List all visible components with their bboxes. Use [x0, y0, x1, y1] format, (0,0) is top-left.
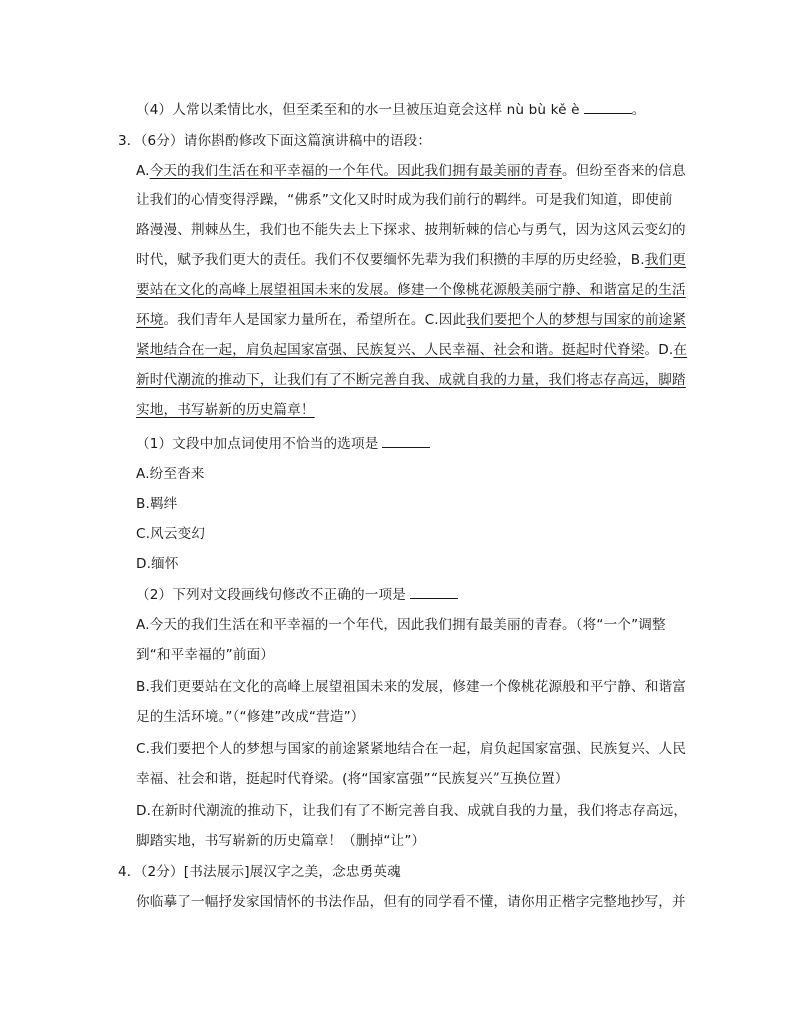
underlined-sentence-d: 在: [673, 342, 688, 358]
option-a-line-1: A.今天的我们生活在和平幸福的一个年代，因此我们拥有最美丽的青春。（将“一个”调整: [136, 617, 666, 633]
option-c-line-2: 幸福、社会和谐，挺起时代脊梁。(将“国家富强”“民族复兴”互换位置）: [136, 771, 569, 787]
underlined-sentence-a: 今天的我们生活在和平幸福的一个年代。因此我们拥有最美丽的青春: [149, 163, 562, 179]
passage-line-9: 实地，书写崭新的历史篇章！: [136, 402, 315, 418]
answer-blank: [584, 100, 632, 114]
option-b: B.羁绊: [136, 496, 178, 512]
option-b-line-2: 足的生活环境。”（“修建”改成“营造”）: [136, 709, 365, 725]
q2-part4-text: （4）人常以柔情比水，但至柔至和的水一旦被压迫竟会这样 nù bù kě è: [136, 102, 580, 118]
passage-line-5: 要站在文化的高峰上展望祖国未来的发展。修建一个像桃花源般美丽宁静、和谐富足的生活: [136, 282, 686, 298]
option-c-line-1: C.我们要把个人的梦想与国家的前途紧紧地结合在一起，肩负起国家富强、民族复兴、人民: [136, 741, 687, 757]
underlined-sentence-c: 我们要把个人的梦想与国家的前途紧: [466, 312, 687, 328]
answer-blank: [410, 585, 458, 599]
passage-line-4: 时代，赋予我们更大的责任。我们不仅要缅怀先辈为我们积攒的丰厚的历史经验，B.我们更: [136, 252, 686, 268]
passage-line-6: 环境。我们青年人是国家力量所在，希望所在。C.因此我们要把个人的梦想与国家的前途紧: [136, 312, 687, 328]
underlined-sentence-b: 我们更: [644, 252, 686, 268]
option-d-line-2: 脚踏实地，书写崭新的历史篇章！（删掉“让”）: [136, 833, 426, 849]
answer-blank: [382, 434, 430, 448]
question-4-text: 你临摹了一幅抒发家国情怀的书法作品，但有的同学看不懂，请你用正楷字完整地抄写，并: [136, 894, 686, 910]
question-4-header: 4．（2分）[书法展示]展汉字之美，念忠勇英魂: [118, 864, 401, 880]
passage-line-8: 新时代潮流的推动下，让我们有了不断完善自我、成就自我的力量，我们将志存高远，脚踏: [136, 372, 686, 388]
question-3-header: 3．（6分）请你斟酌修改下面这篇演讲稿中的语段：: [118, 133, 432, 149]
sub-question-2: （2）下列对文段画线句修改不正确的一项是: [136, 585, 458, 605]
option-b-line-1: B.我们更要站在文化的高峰上展望祖国未来的发展，修建一个像桃花源般和平宁静、和谐富: [136, 679, 686, 695]
passage-line-7: 紧地结合在一起，肩负起国家富强、民族复兴、人民幸福、社会和谐。挺起时代脊梁。D.在: [136, 342, 688, 358]
option-d-line-1: D.在新时代潮流的推动下，让我们有了不断完善自我、成就自我的力量，我们将志存高远，: [136, 803, 688, 819]
passage-line-1: A.今天的我们生活在和平幸福的一个年代。因此我们拥有最美丽的青春。但纷至沓来的信息: [136, 163, 686, 179]
passage-line-2: 让我们的心情变得浮躁，“佛系”文化又时时成为我们前行的羁绊。可是我们知道，即使前: [136, 192, 673, 208]
option-a-line-2: 到“和平幸福的”前面）: [136, 647, 275, 663]
option-a: A.纷至沓来: [136, 466, 205, 482]
option-d: D.缅怀: [136, 556, 179, 572]
passage-line-3: 路漫漫、荆棘丛生，我们也不能失去上下探求、披荆斩棘的信心与勇气，因为这风云变幻的: [136, 222, 686, 238]
option-c: C.风云变幻: [136, 526, 206, 542]
sub-question-1: （1）文段中加点词使用不恰当的选项是: [136, 434, 430, 454]
q2-part4-line: （4）人常以柔情比水，但至柔至和的水一旦被压迫竟会这样 nù bù kě è 。: [136, 102, 646, 118]
